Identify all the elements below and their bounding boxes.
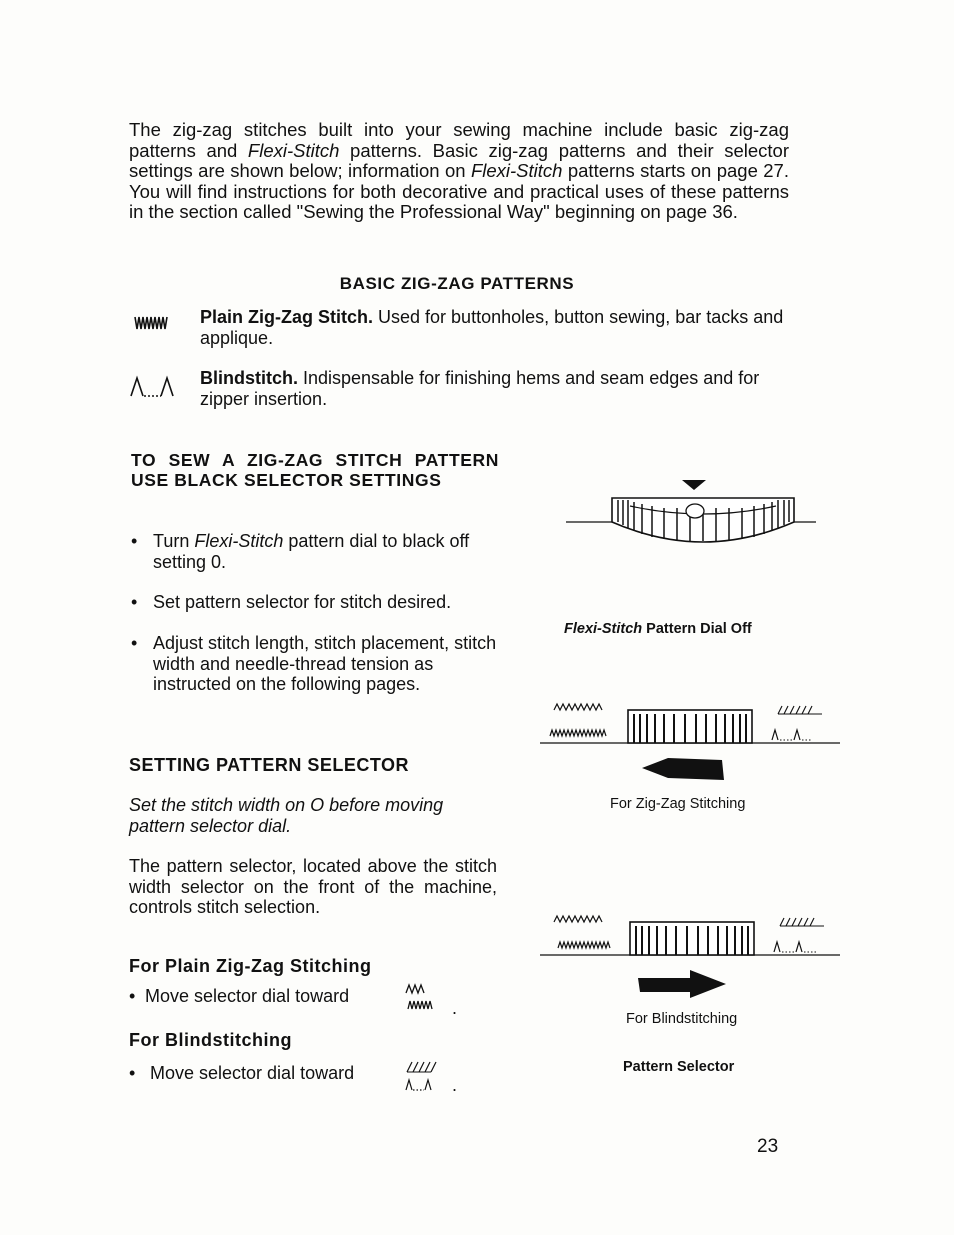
flexi-dial-off-caption — [564, 620, 752, 638]
plain-stitching-heading: For Plain Zig-Zag Stitching — [129, 956, 372, 976]
basic-patterns-heading: BASIC ZIG-ZAG PATTERNS — [339, 274, 575, 293]
plain-zigzag-desc: Used for buttonholes, button sewing, bar tacks and applique. — [200, 307, 784, 348]
zigzag-stitch-icon — [129, 309, 171, 339]
step-adjust: • Adjust stitch length, stitch placement, stitch width and needle-thread tension as instructed on the following pages. — [131, 633, 501, 695]
intro-text-3: patterns starts on page 27. You will find instructions for both decorative and practical uses of these patterns in the section called "Sewing the Professional Way" beginning on page 36. — [129, 160, 789, 223]
caption-dial-off: Pattern Dial Off — [642, 621, 752, 637]
blindstitching-caption: For Blindstitching — [626, 1011, 738, 1027]
width-note: Set the stitch width on O before moving pattern selector dial. — [129, 795, 444, 836]
step-turn-dial — [131, 531, 501, 572]
dial-pointer-icon — [682, 480, 706, 490]
blindstitch-selector-figure — [540, 912, 840, 1002]
caption-flexi: Flexi-Stitch — [564, 621, 643, 637]
blind-stitching-heading: For Blindstitching — [129, 1030, 292, 1050]
arrow-left-icon — [642, 758, 724, 780]
zigzag-selector-figure — [540, 700, 840, 790]
intro-flexi-2: Flexi-Stitch — [470, 160, 563, 182]
intro-flexi-1: Flexi-Stitch — [247, 139, 340, 161]
blindstitch-title: Blindstitch. — [200, 368, 298, 388]
page-number: 23 — [757, 1136, 779, 1157]
flexi-stitch-dial-figure — [560, 478, 820, 548]
blindstitch-desc: Indispensable for finishing hems and seam edges and for zipper insertion. — [200, 368, 760, 409]
zigzag-stitching-caption: For Zig-Zag Stitching — [610, 796, 746, 812]
blindstitch-entry — [129, 368, 799, 412]
plain-stitching-step: • Move selector dial toward — [129, 986, 389, 1007]
plain-zigzag-entry — [129, 307, 799, 351]
blind-step-period: . — [452, 1075, 458, 1095]
zigzag-setting-icon — [404, 983, 440, 1013]
step-1-flexi: Flexi-Stitch — [194, 531, 284, 551]
selector-description: The pattern selector, located above the stitch width selector on the front of the machine, controls stitch selection. — [129, 856, 497, 918]
setting-selector-heading: SETTING PATTERN SELECTOR — [129, 755, 410, 775]
intro-text-1: The zig-zag stitches built into your sewing machine include basic zig-zag patterns and — [129, 119, 789, 161]
blindstitch-icon — [129, 370, 179, 402]
intro-paragraph — [129, 120, 789, 223]
plain-zigzag-text — [200, 307, 800, 349]
plain-zigzag-title: Plain Zig-Zag Stitch. — [200, 307, 374, 327]
blindstitch-setting-icon — [404, 1058, 444, 1094]
blind-stitching-step: • Move selector dial toward — [129, 1063, 399, 1084]
pattern-selector-caption: Pattern Selector — [623, 1059, 735, 1075]
sew-zigzag-heading: TO SEW A ZIG-ZAG STITCH PATTERN USE BLACK SELECTOR SETTINGS — [131, 450, 499, 490]
blindstitch-text — [200, 368, 800, 410]
plain-step-period: . — [452, 998, 458, 1018]
step-set-selector: • Set pattern selector for stitch desired. — [131, 592, 501, 613]
step-1-text-a: Turn — [153, 531, 195, 551]
dial-zero-marker — [686, 504, 704, 518]
intro-text-2: patterns. Basic zig-zag patterns and their selector settings are shown below; information on — [129, 139, 789, 182]
arrow-right-icon — [638, 970, 726, 998]
step-1-text-b: pattern dial to black off setting 0. — [153, 531, 470, 572]
